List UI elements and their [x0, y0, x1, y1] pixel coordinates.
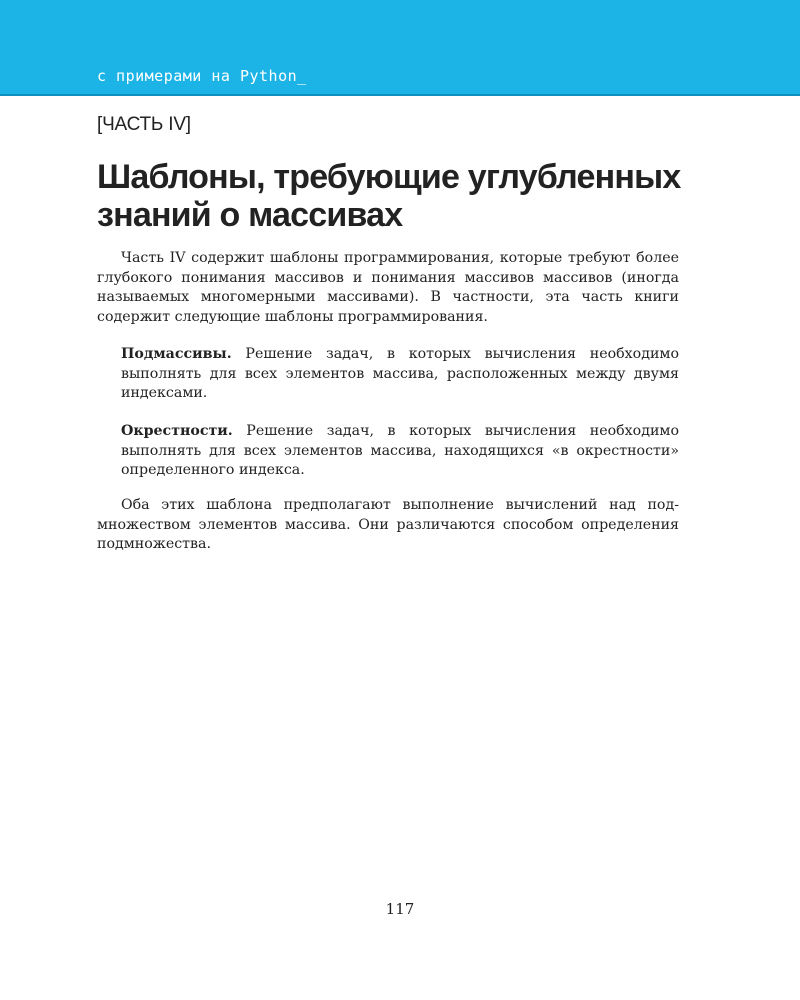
- intro-paragraph: Часть IV содержит шаблоны программирования, которые требуют более глубокого понимания массивов и понимания массивов массивов (иногда называемых многомерными массивами). В частности, эта часть книги содержит следующие шаблоны программирования.: [97, 250, 679, 325]
- page-number: 117: [385, 900, 415, 918]
- part-title-line-1: Шаблоны, требующие углубленных: [97, 158, 681, 196]
- part-title: [97, 158, 717, 234]
- definition-subarrays: [121, 345, 679, 404]
- definition-neighborhoods: [121, 422, 679, 481]
- part-label: [ЧАСТЬ IV]: [97, 114, 191, 135]
- part-title-line-2: знаний о массивах: [97, 196, 403, 234]
- header-band: [0, 0, 800, 96]
- definition-term: Окрестности.: [121, 423, 233, 439]
- definition-text: Решение задач, в которых вычисления необходимо выполнять для всех элементов массива, расположенных между двумя индексами.: [121, 346, 679, 401]
- book-series-caption: с примерами на Python_: [97, 67, 307, 85]
- definition-term: Подмассивы.: [121, 346, 232, 362]
- closing-paragraph: Оба этих шаблона предполагают выполнение вычислений над подмножеством элементов массива. Они различаются способом определения подмножества.: [97, 497, 679, 552]
- definition-text: Решение задач, в которых вычисления необходимо выполнять для всех элементов массива, находящихся «в окрестности» определенного индекса.: [121, 423, 679, 478]
